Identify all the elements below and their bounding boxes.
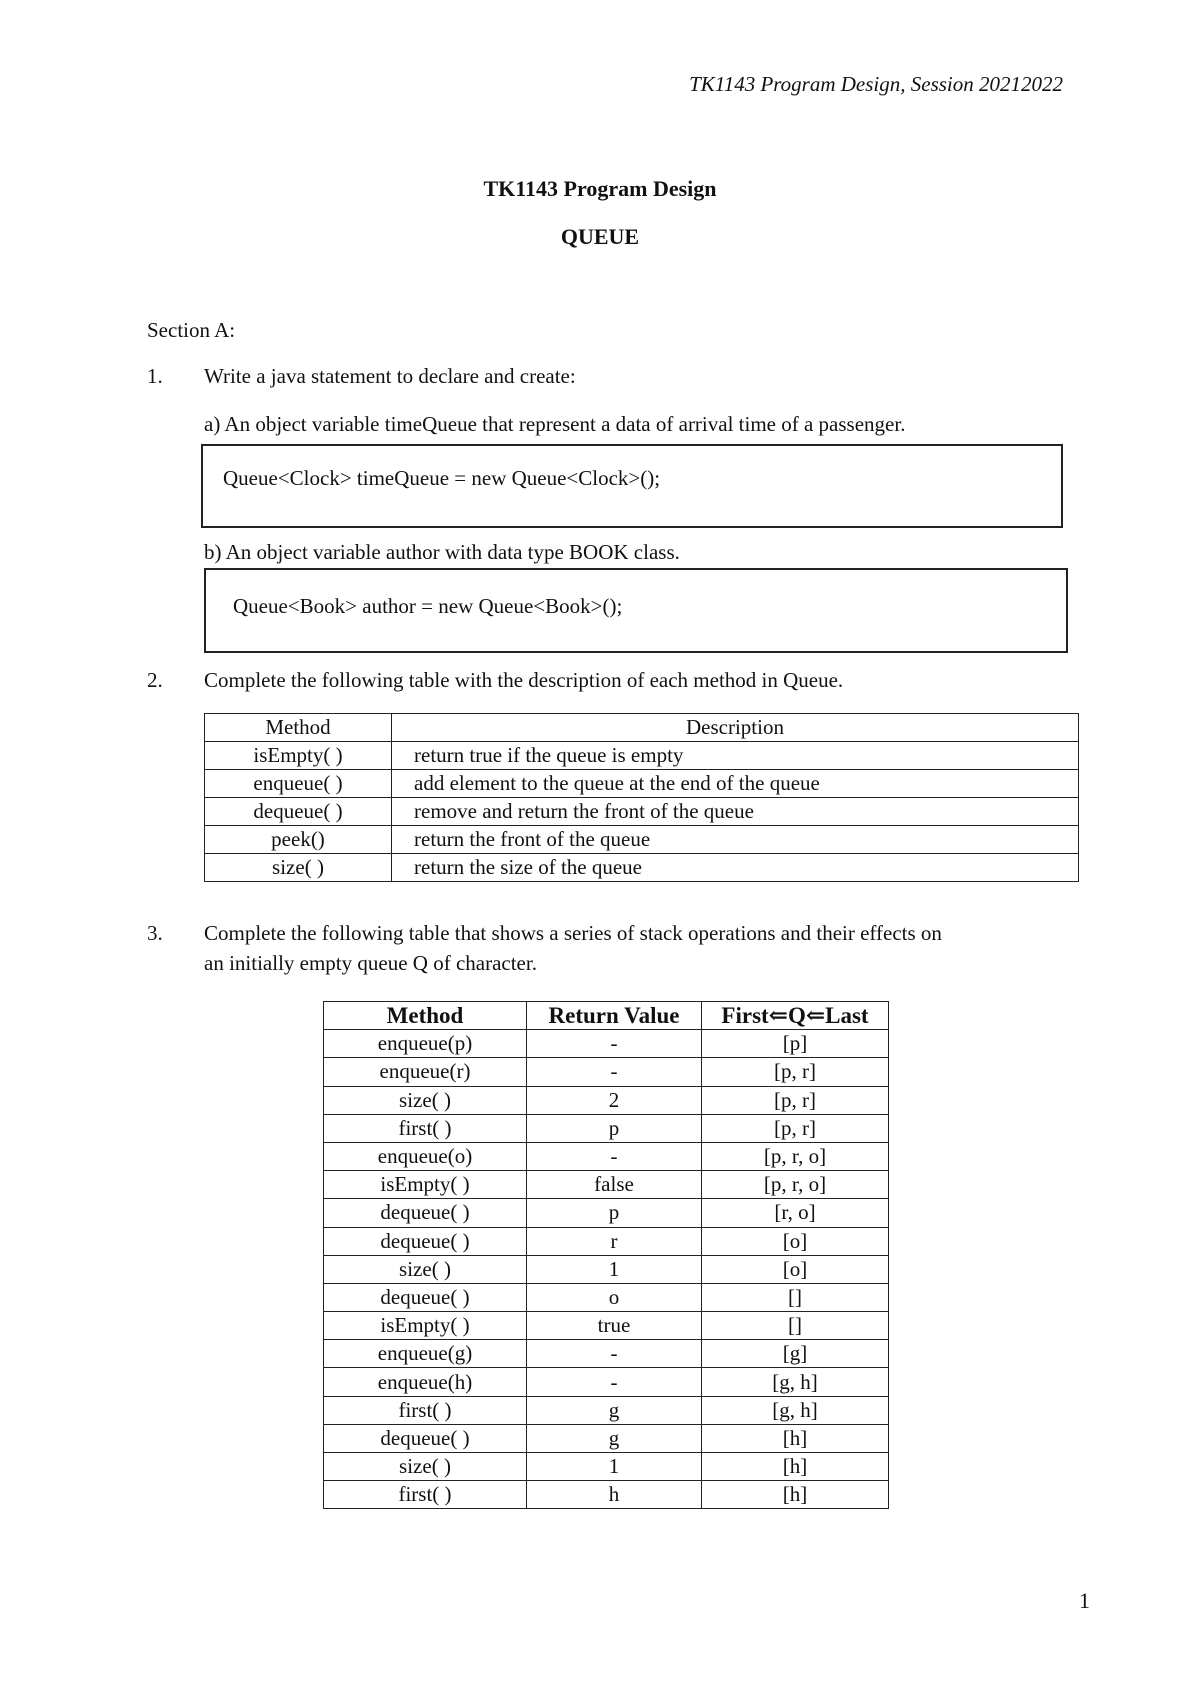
table-row xyxy=(324,1255,889,1283)
header-cell: Method xyxy=(324,1002,527,1030)
table-row xyxy=(324,1424,889,1452)
method-cell: size( ) xyxy=(324,1086,527,1114)
method-cell: first( ) xyxy=(324,1481,527,1509)
method-cell: isEmpty( ) xyxy=(324,1171,527,1199)
document-title: TK1143 Program Design xyxy=(483,176,717,201)
queue-state-cell: [h] xyxy=(702,1453,889,1481)
return-value-cell: 1 xyxy=(527,1453,702,1481)
description-cell: add element to the queue at the end of the queue xyxy=(392,770,1079,798)
description-cell: return the size of the queue xyxy=(392,854,1079,882)
return-value-cell: 2 xyxy=(527,1086,702,1114)
queue-state-cell: [] xyxy=(702,1283,889,1311)
q1b-answer: Queue<Book> author = new Queue<Book>(); xyxy=(233,594,623,618)
header-cell: Method xyxy=(205,714,392,742)
queue-state-cell: [p, r, o] xyxy=(702,1142,889,1170)
return-value-cell: r xyxy=(527,1227,702,1255)
header-cell: Return Value xyxy=(527,1002,702,1030)
q2-text: Complete the following table with the description of each method in Queue. xyxy=(204,668,844,692)
method-table xyxy=(204,713,1079,882)
return-value-cell: g xyxy=(527,1424,702,1452)
description-cell: return true if the queue is empty xyxy=(392,742,1079,770)
method-cell: size( ) xyxy=(205,854,392,882)
q3-text-line1: Complete the following table that shows a series of stack operations and their effects on xyxy=(204,921,942,945)
method-cell: enqueue( ) xyxy=(205,770,392,798)
method-cell: first( ) xyxy=(324,1396,527,1424)
return-value-cell: true xyxy=(527,1312,702,1340)
method-cell: dequeue( ) xyxy=(324,1227,527,1255)
table-row xyxy=(324,1199,889,1227)
table-row xyxy=(324,1340,889,1368)
return-value-cell: - xyxy=(527,1368,702,1396)
q3-number: 3. xyxy=(147,921,163,945)
table-row xyxy=(324,1396,889,1424)
q1b-answer-box xyxy=(204,568,1068,653)
method-cell: enqueue(o) xyxy=(324,1142,527,1170)
queue-state-cell: [r, o] xyxy=(702,1199,889,1227)
queue-state-cell: [p, r, o] xyxy=(702,1171,889,1199)
q1b-text: b) An object variable author with data type BOOK class. xyxy=(204,540,680,564)
table-row xyxy=(324,1171,889,1199)
document-subtitle: QUEUE xyxy=(560,224,640,249)
page-number: 1 xyxy=(1079,1588,1090,1613)
queue-state-cell: [g, h] xyxy=(702,1396,889,1424)
return-value-cell: - xyxy=(527,1142,702,1170)
table-row xyxy=(324,1481,889,1509)
method-cell: size( ) xyxy=(324,1255,527,1283)
table-row xyxy=(324,1058,889,1086)
method-cell: enqueue(p) xyxy=(324,1030,527,1058)
method-cell: enqueue(h) xyxy=(324,1368,527,1396)
table-header-row xyxy=(205,714,1079,742)
method-cell: isEmpty( ) xyxy=(205,742,392,770)
section-label: Section A: xyxy=(147,318,236,342)
header-cell: First⇐Q⇐Last xyxy=(702,1002,889,1030)
queue-state-cell: [] xyxy=(702,1312,889,1340)
return-value-cell: - xyxy=(527,1340,702,1368)
table-row xyxy=(205,742,1079,770)
method-cell: dequeue( ) xyxy=(324,1283,527,1311)
method-cell: isEmpty( ) xyxy=(324,1312,527,1340)
queue-state-cell: [p, r] xyxy=(702,1058,889,1086)
page-header: TK1143 Program Design, Session 20212022 xyxy=(689,72,1063,96)
table-row xyxy=(205,854,1079,882)
table-row xyxy=(324,1142,889,1170)
return-value-cell: - xyxy=(527,1030,702,1058)
table-row xyxy=(205,770,1079,798)
operations-table xyxy=(323,1001,889,1509)
method-cell: dequeue( ) xyxy=(205,798,392,826)
return-value-cell: o xyxy=(527,1283,702,1311)
return-value-cell: h xyxy=(527,1481,702,1509)
header-cell: Description xyxy=(392,714,1079,742)
q2-number: 2. xyxy=(147,668,163,692)
table-row xyxy=(205,798,1079,826)
method-cell: enqueue(r) xyxy=(324,1058,527,1086)
q1-number: 1. xyxy=(147,364,163,388)
method-cell: size( ) xyxy=(324,1453,527,1481)
method-cell: dequeue( ) xyxy=(324,1424,527,1452)
queue-state-cell: [g] xyxy=(702,1340,889,1368)
return-value-cell: 1 xyxy=(527,1255,702,1283)
queue-state-cell: [p, r] xyxy=(702,1086,889,1114)
method-cell: dequeue( ) xyxy=(324,1199,527,1227)
q3-text-line2: an initially empty queue Q of character. xyxy=(204,951,537,975)
table-row xyxy=(324,1312,889,1340)
table-header-row xyxy=(324,1002,889,1030)
description-cell: return the front of the queue xyxy=(392,826,1079,854)
queue-state-cell: [p] xyxy=(702,1030,889,1058)
table-row xyxy=(324,1368,889,1396)
queue-state-cell: [g, h] xyxy=(702,1368,889,1396)
return-value-cell: - xyxy=(527,1058,702,1086)
method-cell: first( ) xyxy=(324,1114,527,1142)
q1a-answer-box xyxy=(201,444,1063,528)
method-cell: peek() xyxy=(205,826,392,854)
queue-state-cell: [h] xyxy=(702,1424,889,1452)
queue-state-cell: [h] xyxy=(702,1481,889,1509)
q1-text: Write a java statement to declare and create: xyxy=(204,364,576,388)
method-cell: enqueue(g) xyxy=(324,1340,527,1368)
return-value-cell: p xyxy=(527,1199,702,1227)
description-cell: remove and return the front of the queue xyxy=(392,798,1079,826)
table-row xyxy=(324,1283,889,1311)
queue-state-cell: [o] xyxy=(702,1227,889,1255)
table-row xyxy=(324,1086,889,1114)
return-value-cell: g xyxy=(527,1396,702,1424)
q1a-text: a) An object variable timeQueue that represent a data of arrival time of a passenger. xyxy=(204,412,906,436)
table-row xyxy=(324,1227,889,1255)
table-row xyxy=(324,1114,889,1142)
return-value-cell: p xyxy=(527,1114,702,1142)
q1a-answer: Queue<Clock> timeQueue = new Queue<Clock>(); xyxy=(223,466,661,490)
return-value-cell: false xyxy=(527,1171,702,1199)
queue-state-cell: [o] xyxy=(702,1255,889,1283)
table-row xyxy=(324,1030,889,1058)
table-row xyxy=(205,826,1079,854)
table-row xyxy=(324,1453,889,1481)
queue-state-cell: [p, r] xyxy=(702,1114,889,1142)
